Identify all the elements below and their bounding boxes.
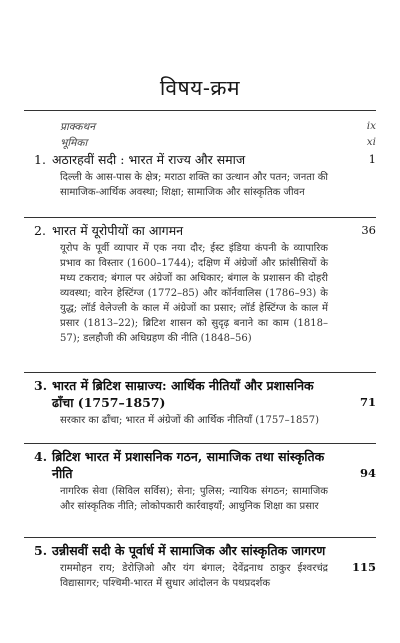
- front-matter-page: ix: [366, 120, 376, 132]
- chapter-number: 4.: [34, 449, 48, 464]
- chapter-description: नागरिक सेवा (सिविल सर्विस); सेना; पुलिस; न्यायिक संगठन; सामाजिक और सांस्कृतिक नीति; लोकोपकारी कार्रवाइयाँ; आधुनिक शिक्षा का प्रसार: [60, 486, 328, 512]
- chapter-entry-3: [24, 377, 376, 428]
- chapter-page: 36: [361, 223, 376, 237]
- chapter-entry-2: [24, 222, 376, 346]
- chapter-title: भारत में ब्रिटिश साम्राज्य: आर्थिक नीतियाँ और प्रशासनिक ढाँचा (1757–1857): [52, 378, 314, 410]
- chapter-description: यूरोप के पूर्वी व्यापार में एक नया दौर; ईस्ट इंडिया कंपनी के व्यापारिक प्रभाव का विस्तार (1600–1744); दक्षिण में अंग्रेजों और फ्रांसीसियों के मध्य टकराव; बंगाल पर अंग्रेजों का अधिकार; बंगाल के प्रशासन की दोहरी व्यवस्था; वारेन हेस्टिंग्ज (1772–85) और कॉर्नवालिस (1786–93) के युद्ध; लॉर्ड वेलेज्ली के काल में अंग्रेजों का प्रसार; लॉर्ड हेस्टिंग्ज के काल में प्रसार (1813–22); ब्रिटिश शासन को सुदृढ़ बनाने का काम (1818–57); डलहौजी की अधिग्रहण की नीति (1848–56): [60, 243, 328, 344]
- chapter-heading: [24, 151, 376, 168]
- front-matter-label: भूमिका: [60, 137, 88, 149]
- title-divider: [24, 110, 376, 111]
- chapter-page: 1: [368, 152, 376, 166]
- chapter-description: दिल्ली के आस-पास के क्षेत्र; मराठा शक्ति का उत्थान और पतन; जनता की सामाजिक-आर्थिक अवस्था; शिक्षा; सामाजिक और सांस्कृतिक जीवन: [60, 172, 328, 198]
- chapter-heading: [24, 448, 376, 482]
- chapter-title: ब्रिटिश भारत में प्रशासनिक गठन, सामाजिक तथा सांस्कृतिक नीति: [52, 449, 325, 481]
- chapter-entry-5: [24, 542, 376, 591]
- chapter-description: सरकार का ढाँचा; भारत में अंग्रेजों की आर्थिक नीतियाँ (1757–1857): [60, 415, 319, 426]
- chapter-description: राममोहन राय; डेरोज़िओ और यंग बंगाल; देवेंद्रनाथ ठाकुर ईश्वरचंद्र विद्यासागर; पश्चिमी-भारत में सुधार आंदोलन के पथप्रदर्शक: [60, 563, 328, 589]
- front-matter-label: प्राक्कथन: [60, 121, 96, 133]
- page-title: विषय-क्रम: [159, 76, 241, 100]
- chapter-heading: [24, 542, 376, 574]
- chapter-title: उन्नीसवीं सदी के पूर्वार्ध में सामाजिक और सांस्कृतिक जागरण: [52, 543, 326, 558]
- chapter-divider: [24, 217, 376, 218]
- chapter-divider: [24, 537, 376, 538]
- chapter-page: 71: [359, 395, 376, 409]
- chapter-entry-4: [24, 448, 376, 514]
- chapter-entry-1: [24, 151, 376, 200]
- chapter-divider: [24, 372, 376, 373]
- chapter-number: 2.: [34, 223, 46, 238]
- chapter-title: भारत में यूरोपीयों का आगमन: [52, 223, 184, 238]
- chapter-number: 1.: [34, 152, 46, 167]
- chapter-divider: [24, 443, 376, 444]
- chapter-title: अठारहवीं सदी : भारत में राज्य और समाज: [52, 152, 246, 167]
- chapter-page: 94: [359, 466, 376, 480]
- chapter-number: 3.: [34, 378, 48, 393]
- front-matter-item: [60, 136, 376, 150]
- front-matter-item: [60, 120, 376, 134]
- chapter-page: 115: [351, 560, 376, 574]
- chapter-heading: [24, 377, 376, 411]
- chapter-heading: [24, 222, 376, 239]
- chapter-number: 5.: [34, 543, 48, 558]
- front-matter-page: xi: [366, 136, 376, 148]
